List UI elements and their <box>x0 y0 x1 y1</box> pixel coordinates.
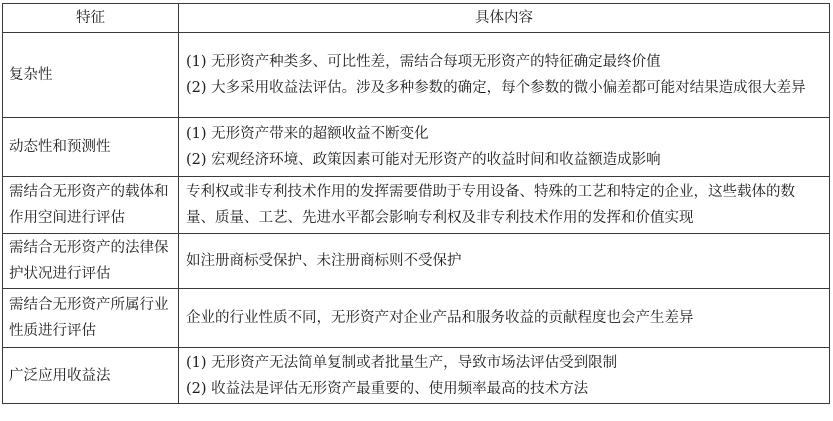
content-line: (2) 大多采用收益法评估。涉及多种参数的确定，每个参数的微小偏差都可能对结果造成很大差异 <box>186 80 806 96</box>
header-content: 具体内容 <box>179 4 830 33</box>
header-feature: 特征 <box>3 4 179 33</box>
table-row <box>3 118 830 177</box>
row-content <box>179 234 830 289</box>
content-line: (1) 无形资产种类多、可比性差，需结合每项无形资产的特征确定最终价值 <box>186 54 661 70</box>
table-row <box>3 33 830 118</box>
row-content <box>179 348 830 404</box>
table-row <box>3 348 830 404</box>
content-line: (2) 收益法是评估无形资产最重要的、使用频率最高的技术方法 <box>186 380 589 397</box>
content-line: (2) 宏观经济环境、政策因素可能对无形资产的收益时间和收益额造成影响 <box>186 152 661 168</box>
table-header-row <box>3 4 830 33</box>
characteristics-table-container <box>2 3 829 404</box>
characteristics-table <box>2 3 830 404</box>
content-line: 如注册商标受保护、未注册商标则不受保护 <box>186 253 462 269</box>
row-feature: 动态性和预测性 <box>3 118 179 177</box>
table-row <box>3 234 830 289</box>
content-line: (1) 无形资产带来的超额收益不断变化 <box>186 126 429 142</box>
row-content <box>179 118 830 177</box>
row-content <box>179 177 830 234</box>
row-feature: 需结合无形资产所属行业性质进行评估 <box>3 289 179 348</box>
row-feature: 需结合无形资产的载体和作用空间进行评估 <box>3 177 179 234</box>
row-content <box>179 289 830 348</box>
content-line: 专利权或非专利技术作用的发挥需要借助于专用设备、特殊的工艺和特定的企业，这些载体的数量、质量、工艺、先进水平都会影响专利权及非专利技术作用的发挥和价值实现 <box>186 184 795 226</box>
table-row <box>3 177 830 234</box>
row-feature: 需结合无形资产的法律保护状况进行评估 <box>3 234 179 289</box>
row-content <box>179 33 830 118</box>
row-feature: 广泛应用收益法 <box>3 348 179 404</box>
row-feature: 复杂性 <box>3 33 179 118</box>
content-line: (1) 无形资产无法简单复制或者批量生产，导致市场法评估受到限制 <box>186 354 618 371</box>
content-line: 企业的行业性质不同，无形资产对企业产品和服务收益的贡献程度也会产生差异 <box>186 310 694 326</box>
table-row <box>3 289 830 348</box>
